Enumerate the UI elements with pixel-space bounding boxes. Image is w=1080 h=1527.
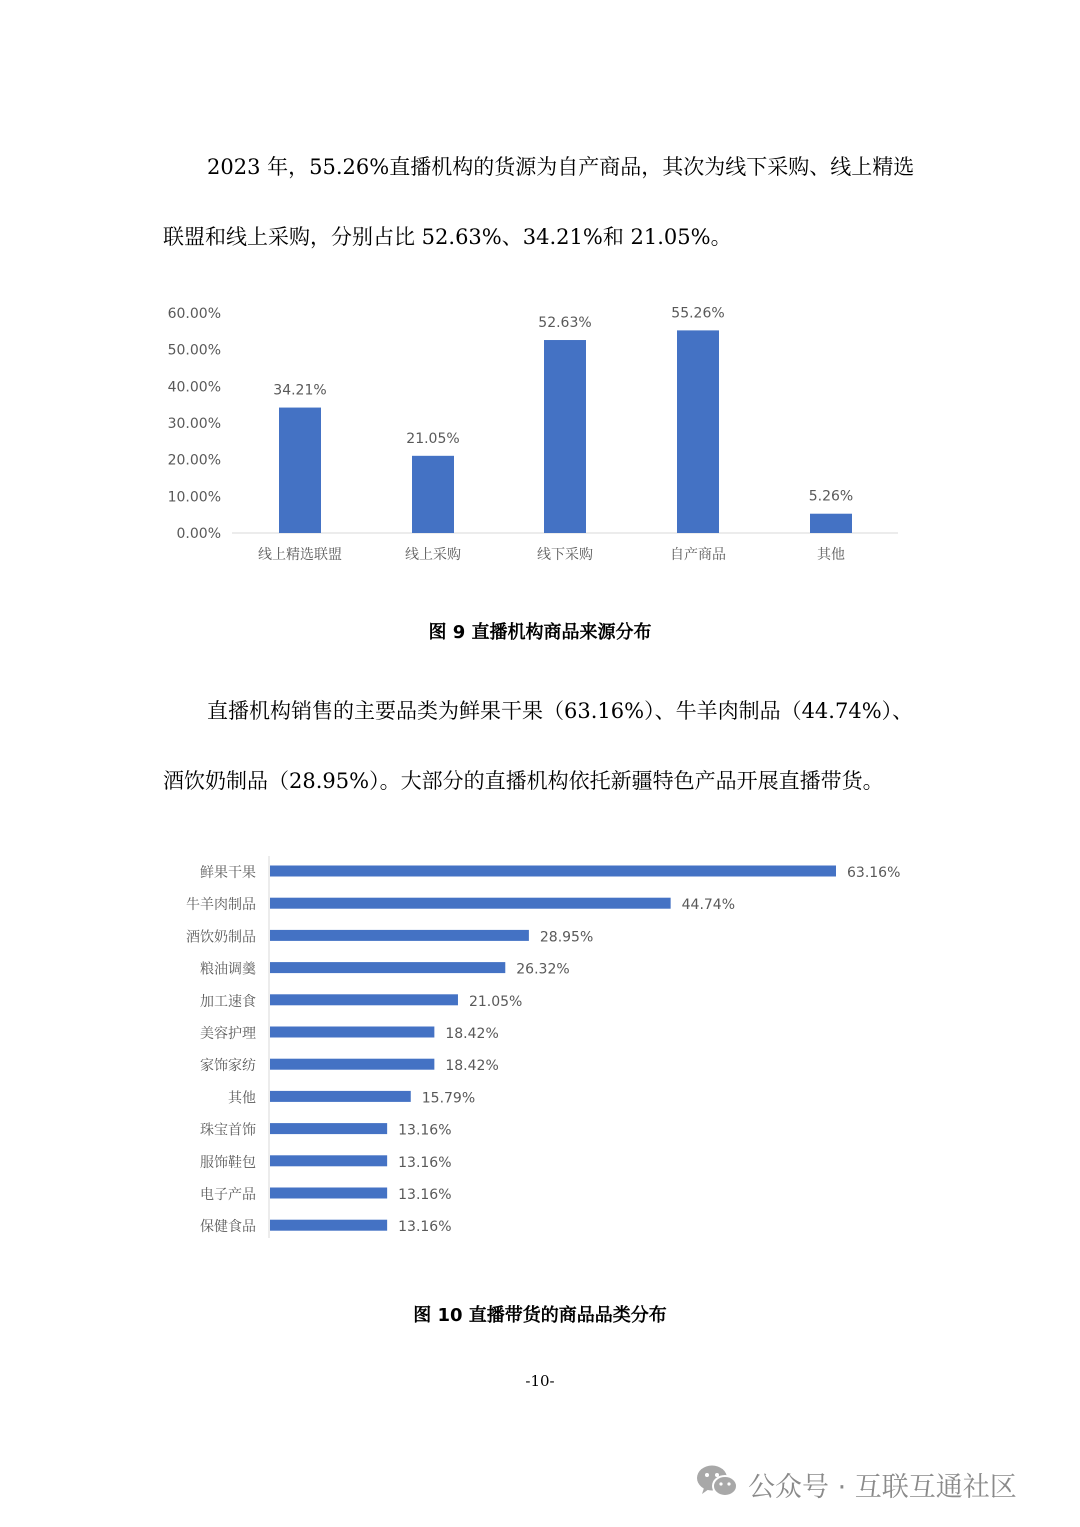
y-tick-label: 家饰家纺 — [200, 1058, 256, 1075]
figure-9-caption: 图 9 直播机构商品来源分布 — [428, 622, 652, 643]
source-distribution-chart — [0, 290, 1080, 580]
data-label: 26.32% — [516, 961, 570, 978]
data-label: 44.74% — [681, 897, 736, 914]
paragraph-category-distribution: 直播机构销售的主要品类为鲜果干果（63.16%）、牛羊肉制品（44.74%）、酒饮奶制品（28.95%）。大部分的直播机构依托新疆特色产品开展直播带货。 — [163, 699, 914, 793]
bar — [279, 408, 321, 533]
bar — [544, 340, 586, 533]
bar — [270, 994, 458, 1005]
y-tick-label: 保健食品 — [200, 1219, 256, 1236]
y-tick-label: 电子产品 — [200, 1187, 256, 1203]
figure-10-caption: 图 10 直播带货的商品品类分布 — [413, 1305, 667, 1326]
bar — [270, 1123, 387, 1134]
data-label: 15.79% — [421, 1090, 476, 1107]
data-label: 55.26% — [671, 305, 725, 322]
x-tick-label: 线上采购 — [405, 547, 461, 563]
data-label: 13.16% — [398, 1219, 452, 1236]
y-tick-label: 10.00% — [167, 489, 221, 506]
category-distribution-chart — [0, 850, 1080, 1250]
y-tick-label: 20.00% — [167, 452, 221, 469]
x-tick-label: 线上精选联盟 — [258, 547, 342, 563]
data-label: 28.95% — [539, 929, 594, 946]
bar — [270, 1027, 434, 1038]
watermark-text: 公众号 · 互联互通社区 — [748, 1471, 1017, 1503]
bar — [810, 514, 852, 533]
data-label: 34.21% — [273, 382, 327, 399]
wechat-icon — [696, 1463, 738, 1506]
page-number: -10- — [525, 1372, 555, 1390]
data-label: 63.16% — [847, 865, 901, 881]
bar — [412, 456, 454, 533]
data-label: 18.42% — [445, 1058, 499, 1075]
data-label: 21.05% — [468, 993, 523, 1010]
y-tick-label: 酒饮奶制品 — [186, 929, 256, 946]
y-tick-label: 粮油调羹 — [200, 961, 256, 978]
bar — [270, 1220, 387, 1231]
bar — [270, 962, 505, 973]
data-label: 21.05% — [406, 430, 460, 447]
y-tick-label: 珠宝首饰 — [200, 1122, 256, 1139]
bar — [270, 1059, 434, 1070]
y-tick-label: 50.00% — [167, 342, 221, 359]
data-label: 13.16% — [398, 1122, 452, 1139]
bar — [270, 1091, 411, 1102]
bar — [270, 1188, 387, 1199]
y-tick-label: 加工速食 — [200, 993, 256, 1010]
watermark — [696, 1462, 1017, 1506]
y-tick-label: 60.00% — [167, 306, 221, 322]
y-tick-label: 其他 — [228, 1090, 256, 1107]
data-label: 52.63% — [538, 315, 592, 332]
x-tick-label: 线下采购 — [537, 547, 593, 563]
y-tick-label: 牛羊肉制品 — [186, 897, 256, 914]
bar — [270, 930, 529, 941]
data-label: 13.16% — [398, 1154, 452, 1171]
data-label: 18.42% — [445, 1026, 499, 1042]
y-tick-label: 美容护理 — [200, 1026, 256, 1042]
y-tick-label: 30.00% — [167, 416, 221, 432]
y-tick-label: 服饰鞋包 — [200, 1154, 256, 1171]
bar — [270, 866, 836, 877]
y-tick-label: 0.00% — [176, 526, 221, 542]
x-tick-label: 其他 — [817, 547, 845, 563]
paragraph-source-distribution: 2023 年，55.26%直播机构的货源为自产商品，其次为线下采购、线上精选联盟和线上采购，分别占比 52.63%、34.21%和 21.05%。 — [163, 155, 915, 249]
data-label: 13.16% — [398, 1187, 452, 1203]
data-label: 5.26% — [808, 488, 854, 505]
bar — [270, 898, 671, 909]
bar — [270, 1155, 387, 1166]
x-tick-label: 自产商品 — [670, 547, 726, 563]
bar — [677, 330, 719, 533]
y-tick-label: 40.00% — [167, 379, 221, 396]
y-tick-label: 鲜果干果 — [200, 865, 256, 881]
